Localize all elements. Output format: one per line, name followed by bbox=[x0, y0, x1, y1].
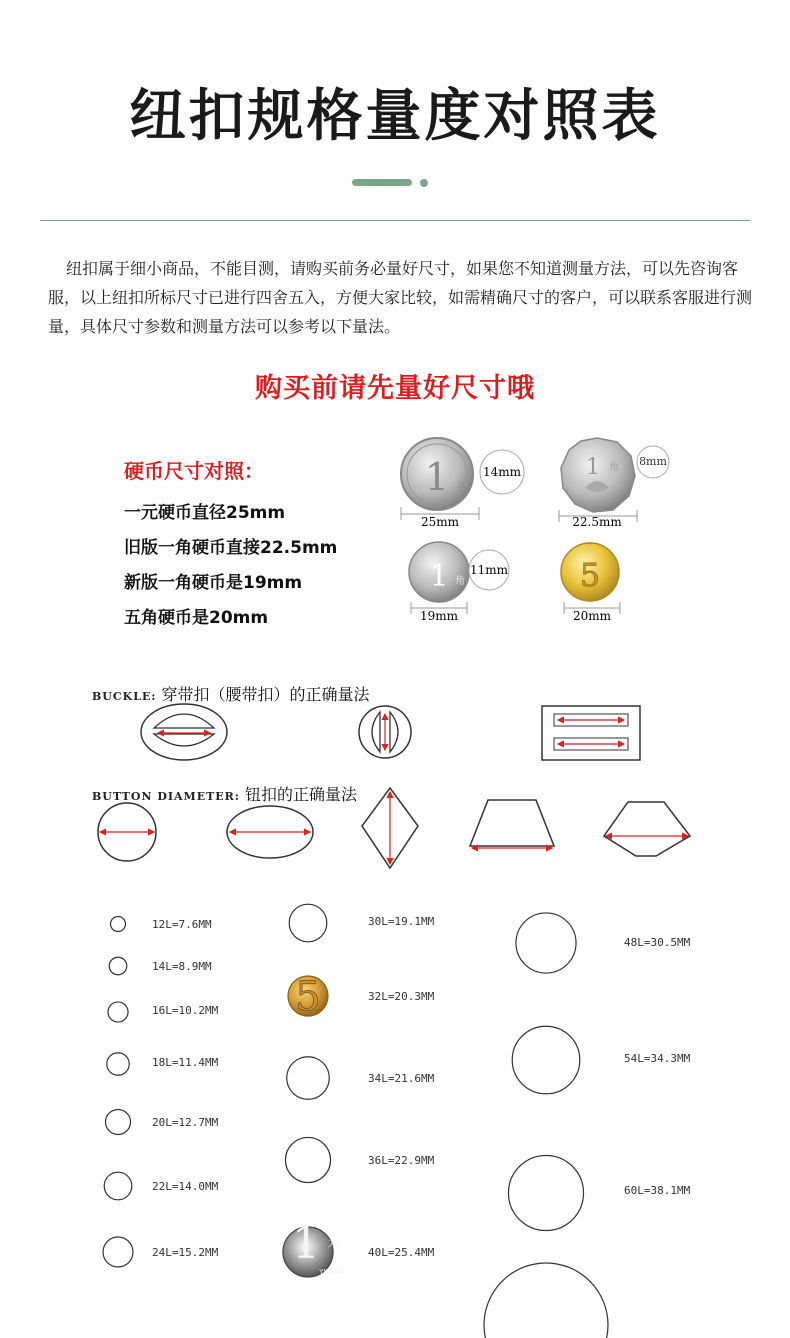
five-jiao-coin-face: 5 bbox=[295, 974, 321, 1020]
one-yuan-coin-unit: 元 bbox=[328, 1236, 339, 1249]
size-circle bbox=[512, 1026, 580, 1094]
size-label: 14L=8.9MM bbox=[152, 960, 212, 973]
size-circle bbox=[508, 1155, 583, 1230]
intro-paragraph: 纽扣属于细小商品，不能目测，请购买前务必量好尺寸，如果您不知道测量方法，可以先咨询客服，以上纽扣所标尺寸已进行四舍五入，方便大家比较，如需精确尺寸的客户，可以联系客服进行测量，具体尺寸参数和测量方法可以参考以下量法。 bbox=[48, 259, 753, 336]
size-label: 20L=12.7MM bbox=[152, 1116, 219, 1129]
size-label: 24L=15.2MM bbox=[152, 1246, 219, 1259]
coin-face: 1 bbox=[586, 455, 600, 480]
coin-line: 新版一角硬币是19mm bbox=[124, 573, 303, 593]
size-circle bbox=[105, 1109, 130, 1134]
one-yuan-coin-face: 1 bbox=[292, 1218, 320, 1269]
coin-thickness: 8mm bbox=[639, 455, 667, 468]
size-label: 36L=22.9MM bbox=[368, 1154, 435, 1167]
size-circle bbox=[103, 1237, 133, 1267]
coin-diameter: 20mm bbox=[572, 609, 612, 623]
page-title: 纽扣规格量度对照表 bbox=[129, 84, 661, 149]
button-diameter-label: BUTTON DIAMETER: bbox=[92, 790, 240, 803]
coin-line: 五角硬币是20mm bbox=[124, 608, 269, 628]
size-circle bbox=[108, 1002, 128, 1022]
size-circle bbox=[111, 917, 126, 932]
button-diameter-cn-label: 钮扣的正确量法 bbox=[244, 785, 357, 804]
size-label: 54L=34.3MM bbox=[624, 1052, 691, 1065]
size-circle-partial bbox=[484, 1263, 608, 1338]
coin-thickness: 11mm bbox=[469, 563, 509, 577]
coin-face: 5 bbox=[579, 556, 601, 594]
size-circle bbox=[289, 904, 327, 942]
one-yuan-coin-text: YIYUAN bbox=[319, 1268, 345, 1276]
coin-diameter: 19mm bbox=[419, 609, 459, 623]
coin-diameter: 22.5mm bbox=[572, 515, 622, 529]
coin-diameter: 25mm bbox=[420, 515, 460, 529]
coin-section-title: 硬币尺寸对照： bbox=[124, 459, 264, 483]
size-label: 18L=11.4MM bbox=[152, 1056, 219, 1069]
size-label: 22L=14.0MM bbox=[152, 1180, 219, 1193]
buckle-cn-label: 穿带扣（腰带扣）的正确量法 bbox=[161, 685, 370, 704]
coin-face: 1 bbox=[429, 559, 449, 594]
coin-unit: 角 bbox=[609, 462, 619, 473]
coin-unit: 角 bbox=[455, 576, 465, 587]
size-label: 16L=10.2MM bbox=[152, 1004, 219, 1017]
size-circle bbox=[104, 1172, 132, 1200]
size-circle bbox=[285, 1137, 330, 1182]
coin-line: 旧版一角硬币直接22.5mm bbox=[124, 538, 338, 558]
size-circle bbox=[516, 913, 576, 973]
measure-notice: 购买前请先量好尺寸哦 bbox=[255, 373, 535, 404]
coin-line: 一元硬币直径25mm bbox=[124, 503, 286, 523]
coin-face: 1 bbox=[424, 455, 450, 499]
size-label: 32L=20.3MM bbox=[368, 990, 435, 1003]
size-label: 40L=25.4MM bbox=[368, 1246, 435, 1259]
buckle-label: BUCKLE: bbox=[92, 690, 157, 703]
size-circle bbox=[287, 1057, 330, 1100]
size-circle bbox=[109, 957, 127, 975]
size-label: 60L=38.1MM bbox=[624, 1184, 691, 1197]
size-label: 12L=7.6MM bbox=[152, 918, 212, 931]
coin-unit: 元 bbox=[457, 477, 468, 490]
size-label: 48L=30.5MM bbox=[624, 936, 691, 949]
size-circle bbox=[107, 1053, 129, 1075]
size-label: 34L=21.6MM bbox=[368, 1072, 435, 1085]
size-label: 30L=19.1MM bbox=[368, 915, 435, 928]
coin-thickness: 14mm bbox=[482, 465, 522, 479]
